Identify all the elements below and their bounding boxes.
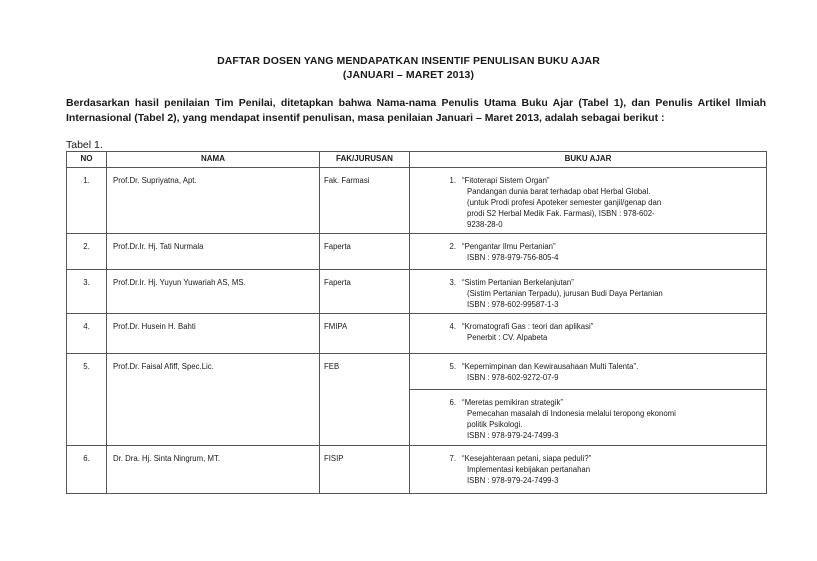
table-row [67, 270, 767, 314]
document-period: (JANUARI – MARET 2013) [342, 69, 475, 81]
book-entry [410, 277, 760, 310]
row-buku [410, 234, 767, 270]
row-fak: Fak. Farmasi [320, 168, 410, 234]
book-line: ISBN : 978-979-24-7499-3 [467, 476, 559, 485]
book-line: ISBN : 978-979-24-7499-3 [467, 431, 559, 440]
book-entry [410, 453, 760, 486]
book-entry [410, 361, 760, 383]
table-row [67, 314, 767, 354]
row-buku [410, 390, 767, 446]
row-no: 6. [67, 446, 107, 494]
row-no: 5. [67, 354, 107, 446]
book-entry [410, 241, 760, 263]
row-fak: FMIPA [320, 314, 410, 354]
book-number: 7. [449, 454, 456, 463]
row-fak: Faperta [320, 234, 410, 270]
book-line: 9238-28-0 [467, 220, 503, 229]
book-number: 5. [449, 362, 456, 371]
book-number: 3. [449, 278, 456, 287]
book-line: ISBN : 978-602-9272-07-9 [467, 373, 559, 382]
row-buku [410, 314, 767, 354]
document-title: DAFTAR DOSEN YANG MENDAPATKAN INSENTIF PENULISAN BUKU AJAR [217, 55, 600, 67]
table-row [67, 168, 767, 234]
table-row [67, 354, 767, 390]
book-title: “Kesejahteraan petani, siapa peduli?” [462, 454, 592, 463]
book-entry [410, 175, 760, 230]
row-buku [410, 168, 767, 234]
row-nama: Prof.Dr.Ir. Hj. Yuyun Yuwariah AS, MS. [107, 270, 320, 314]
book-title: “Kepemimpinan dan Kewirausahaan Multi Talenta”. [462, 362, 639, 371]
row-nama: Prof.Dr. Supriyatna, Apt. [107, 168, 320, 234]
book-title: “Sistim Pertanian Berkelanjutan” [462, 278, 574, 287]
book-line: Pandangan dunia barat terhadap obat Herbal Global. [467, 187, 651, 196]
book-line: (untuk Prodi profesi Apoteker semester ganjil/genap dan [467, 198, 662, 207]
book-entry [410, 321, 760, 343]
book-number: 4. [449, 322, 456, 331]
book-line: politik Psikologi. [467, 420, 523, 429]
table-row [67, 234, 767, 270]
book-title: “Fitoterapi Sistem Organ” [462, 176, 550, 185]
row-nama: Prof.Dr. Faisal Afiff, Spec.Lic. [107, 354, 320, 446]
book-line: ISBN : 978-602-99587-1-3 [467, 300, 559, 309]
row-no: 1. [67, 168, 107, 234]
lecturer-table [66, 151, 767, 494]
book-line: prodi S2 Herbal Medik Fak. Farmasi), ISBN : 978-602- [467, 209, 655, 218]
book-title: “Meretas pemikiran strategik” [462, 398, 563, 407]
book-number: 1. [449, 176, 456, 185]
book-line: (Sistim Pertanian Terpadu), jurusan Budi Daya Pertanian [467, 289, 663, 298]
column-header-no: NO [67, 152, 107, 168]
row-nama: Prof.Dr.Ir. Hj. Tati Nurmala [107, 234, 320, 270]
book-number: 6. [449, 398, 456, 407]
row-fak: FISIP [320, 446, 410, 494]
row-nama: Prof.Dr. Husein H. Bahti [107, 314, 320, 354]
row-no: 4. [67, 314, 107, 354]
row-buku [410, 270, 767, 314]
book-number: 2. [449, 242, 456, 251]
intro-paragraph: Berdasarkan hasil penilaian Tim Penilai, ditetapkan bahwa Nama-nama Penulis Utama Buku Ajar (Tabel 1), dan Penulis Artikel Ilmiah Internasional (Tabel 2), yang mendapat insentif penulisan, masa penilaian Januari – Maret 2013, adalah sebagai berikut : [66, 97, 766, 124]
book-line: Penerbit : CV. Alpabeta [467, 333, 548, 342]
table-header-row [67, 152, 767, 168]
table-row [67, 446, 767, 494]
row-fak: Faperta [320, 270, 410, 314]
row-no: 3. [67, 270, 107, 314]
row-buku [410, 354, 767, 390]
book-line: ISBN : 978-979-756-805-4 [467, 253, 559, 262]
book-line: Pemecahan masalah di Indonesia melalui teropong ekonomi [467, 409, 676, 418]
book-line: Implementasi kebijakan pertanahan [467, 465, 591, 474]
book-entry [410, 397, 760, 441]
row-nama: Dr. Dra. Hj. Sinta Ningrum, MT. [107, 446, 320, 494]
book-title: “Kromatografi Gas : teori dan aplikasi” [462, 322, 594, 331]
column-header-nama: NAMA [107, 152, 320, 168]
book-title: “Pengantar Ilmu Pertanian” [462, 242, 556, 251]
column-header-fak: FAK/JURUSAN [320, 152, 410, 168]
column-header-buku: BUKU AJAR [410, 152, 767, 168]
row-no: 2. [67, 234, 107, 270]
row-fak: FEB [320, 354, 410, 446]
row-buku [410, 446, 767, 494]
table-label: Tabel 1. [66, 139, 103, 151]
